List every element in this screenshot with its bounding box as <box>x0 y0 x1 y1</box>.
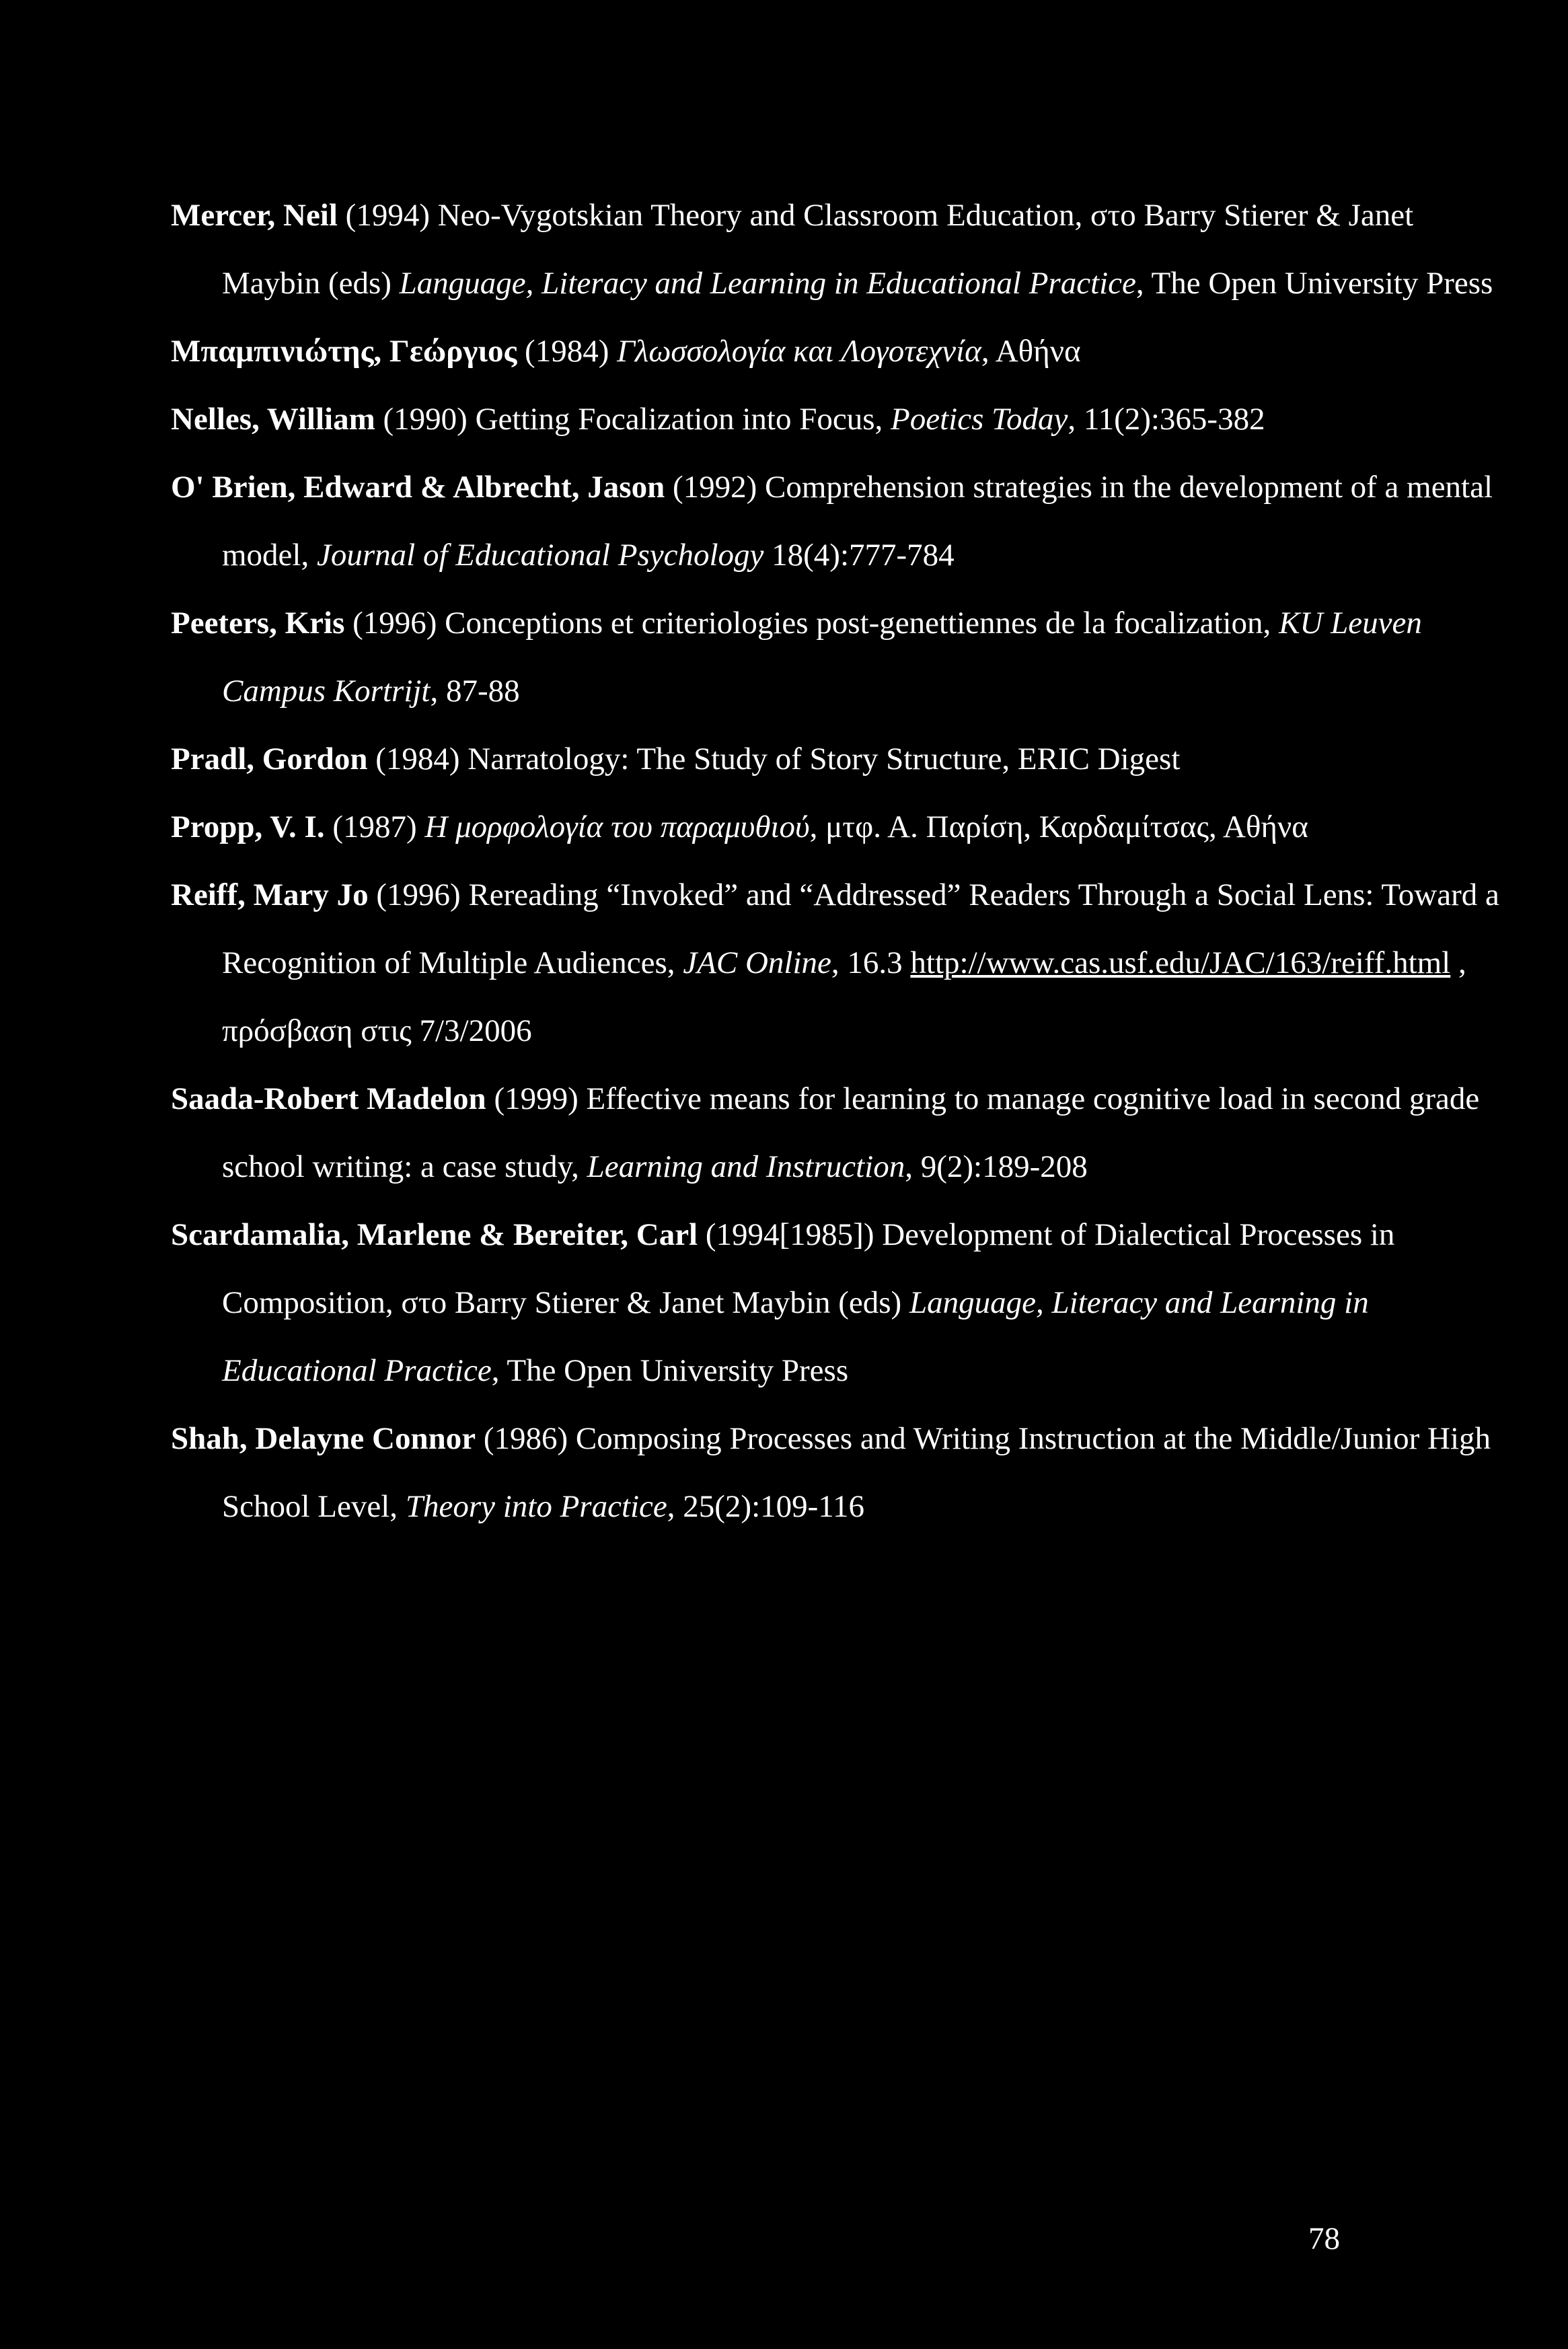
reference-text: (1996) Rereading “Invoked” and “Addressed” Readers Through a Social Lens: Toward a Recognition of Multiple Audiences, <box>222 877 1499 980</box>
reference-text: (1992) Comprehension strategies in the development of a mental model, <box>222 470 1493 573</box>
page-number: 78 <box>1308 2221 1340 2256</box>
reference-title: Learning and Instruction <box>587 1149 905 1184</box>
reference-author: Μπαμπινιώτης, Γεώργιος <box>171 334 517 369</box>
reference-title: Journal of Educational Psychology <box>316 538 764 573</box>
reference-text: (1987) <box>324 809 425 844</box>
reference-entry <box>171 386 1509 454</box>
reference-link[interactable]: http://www.cas.usf.edu/JAC/163/reiff.html <box>910 945 1451 980</box>
reference-text: , The Open University Press <box>1135 266 1493 301</box>
reference-entry <box>171 589 1509 725</box>
reference-author: Mercer, Neil <box>171 198 338 233</box>
reference-text: (1986) Composing Processes and Writing Instruction at the Middle/Junior High School Level, <box>222 1421 1491 1524</box>
reference-entry <box>171 793 1509 861</box>
reference-title: Theory into Practice <box>405 1489 667 1524</box>
reference-title: Η μορφολογία του παραμυθιού <box>424 809 810 844</box>
reference-entry <box>171 1065 1509 1201</box>
reference-text: , 9(2):189-208 <box>905 1149 1088 1184</box>
reference-text: , μτφ. Α. Παρίση, Καρδαμίτσας, Αθήνα <box>809 809 1308 844</box>
reference-entry <box>171 1405 1509 1541</box>
reference-text: , 25(2):109-116 <box>667 1489 865 1524</box>
reference-text: , 11(2):365-382 <box>1068 402 1265 437</box>
reference-text: (1990) Getting Focalization into Focus, <box>375 402 891 437</box>
reference-entry <box>171 861 1509 1065</box>
reference-text: , 16.3 <box>831 945 911 980</box>
reference-text: (1994) Neo-Vygotskian Theory and Classroom Education, στο Barry Stierer & Janet Maybin (eds) <box>222 198 1414 301</box>
reference-entry <box>171 182 1509 318</box>
reference-text: (1984) Narratology: The Study of Story Structure, ERIC Digest <box>367 742 1181 776</box>
reference-title: JAC Online <box>683 945 831 980</box>
reference-entry <box>171 1201 1509 1405</box>
reference-title: KU Leuven Campus Kortrijt <box>222 606 1422 709</box>
reference-text: (1999) Effective means for learning to manage cognitive load in second grade school writing: a case study, <box>222 1081 1480 1184</box>
reference-author: Pradl, Gordon <box>171 742 368 776</box>
reference-list <box>171 182 1509 1541</box>
reference-author: Scardamalia, Marlene & Bereiter, Carl <box>171 1217 698 1252</box>
reference-text: , 87-88 <box>430 674 520 709</box>
reference-author: Propp, V. I. <box>171 809 325 844</box>
reference-entry <box>171 318 1509 386</box>
reference-title: Language, Literacy and Learning in Educational Practice <box>222 1285 1369 1388</box>
reference-author: Saada-Robert Madelon <box>171 1081 486 1116</box>
reference-text: , πρόσβαση στις 7/3/2006 <box>222 945 1466 1048</box>
reference-title: Γλωσσολογία και Λογοτεχνία <box>617 334 981 369</box>
reference-text: 18(4):777-784 <box>763 538 955 573</box>
reference-author: Shah, Delayne Connor <box>171 1421 476 1456</box>
reference-author: Peeters, Kris <box>171 606 345 641</box>
reference-entry <box>171 725 1509 793</box>
reference-entry <box>171 454 1509 589</box>
reference-text: (1994[1985]) Development of Dialectical Processes in Composition, στο Barry Stierer & Janet Maybin (eds) <box>222 1217 1395 1320</box>
reference-text: , The Open University Press <box>491 1353 849 1388</box>
reference-author: Nelles, William <box>171 402 375 437</box>
reference-title: Poetics Today <box>891 402 1068 437</box>
reference-author: Reiff, Mary Jo <box>171 877 369 912</box>
reference-text: (1996) Conceptions et criteriologies post-genettiennes de la focalization, <box>344 606 1279 641</box>
reference-text: (1984) <box>517 334 618 369</box>
reference-author: O' Brien, Edward & Albrecht, Jason <box>171 470 665 505</box>
reference-text: , Αθήνα <box>981 334 1081 369</box>
reference-title: Language, Literacy and Learning in Educational Practice <box>399 266 1136 301</box>
